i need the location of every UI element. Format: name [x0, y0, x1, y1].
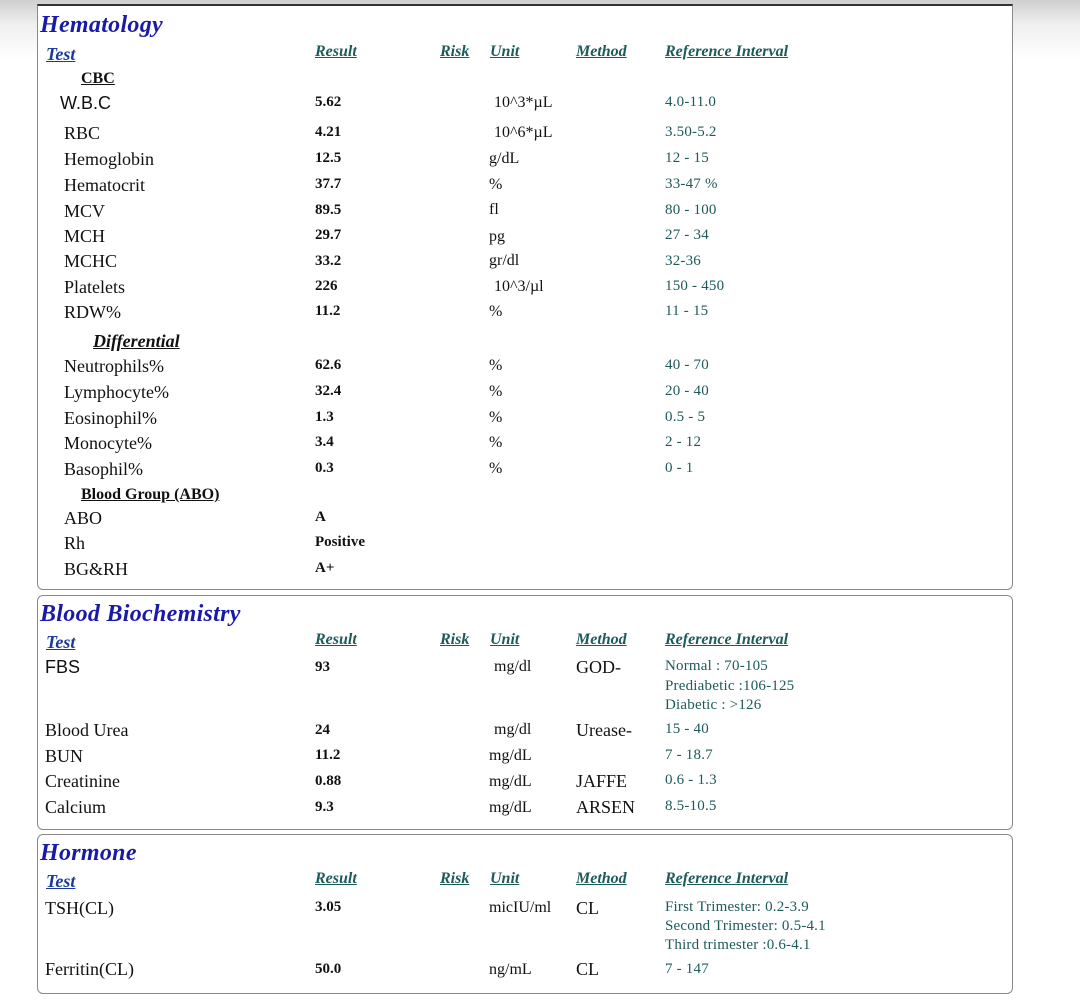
- unit-value: %: [489, 303, 503, 320]
- unit-value: %: [489, 434, 503, 451]
- unit-value: mg/dl: [494, 658, 532, 675]
- reference-value: 20 - 40: [665, 383, 709, 399]
- test-name: Platelets: [64, 277, 125, 297]
- section-title: Blood Biochemistry: [40, 601, 241, 627]
- col-header-result: Result: [315, 631, 357, 648]
- test-name: Blood Urea: [45, 720, 129, 740]
- test-name: ABO: [64, 508, 103, 528]
- subsection-differential: Differential: [93, 331, 180, 351]
- hematology-panel: [37, 4, 1013, 590]
- reference-value: Prediabetic :106-125: [665, 678, 795, 694]
- reference-value: 0.5 - 5: [665, 409, 706, 425]
- section-title: Hematology: [40, 12, 163, 38]
- unit-value: mg/dL: [489, 773, 532, 790]
- unit-value: 10^3/µl: [494, 278, 544, 295]
- unit-value: %: [489, 409, 503, 426]
- col-header-method: Method: [576, 43, 627, 60]
- reference-value: 33-47 %: [665, 176, 718, 192]
- unit-value: ng/mL: [489, 961, 532, 978]
- unit-value: pg: [489, 228, 505, 245]
- unit-value: 10^3*µL: [494, 94, 553, 111]
- result-value: A: [315, 509, 326, 525]
- result-value: 50.0: [315, 961, 342, 977]
- unit-value: micIU/ml: [489, 899, 552, 916]
- hormone-panel: [37, 834, 1013, 994]
- col-header-method: Method: [576, 631, 627, 648]
- method-value: GOD-: [576, 657, 621, 677]
- col-header-reference: Reference Interval: [665, 43, 789, 60]
- test-name: Creatinine: [45, 771, 120, 791]
- result-value: 93: [315, 659, 330, 675]
- result-value: 3.4: [315, 434, 334, 450]
- col-header-unit: Unit: [490, 43, 520, 60]
- method-value: JAFFE: [576, 771, 628, 791]
- test-name: Monocyte%: [64, 433, 152, 453]
- col-header-result: Result: [315, 43, 357, 60]
- result-value: 11.2: [315, 747, 341, 763]
- reference-value: Diabetic : >126: [665, 697, 762, 713]
- unit-value: %: [489, 383, 503, 400]
- col-header-reference: Reference Interval: [665, 870, 789, 887]
- biochemistry-panel: [37, 595, 1013, 830]
- method-value: Urease-: [576, 720, 632, 740]
- test-name: Hematocrit: [64, 175, 145, 195]
- test-name: BUN: [45, 746, 84, 766]
- result-value: A+: [315, 560, 335, 576]
- result-value: 0.88: [315, 773, 342, 789]
- result-value: Positive: [315, 534, 365, 550]
- method-value: CL: [576, 959, 600, 979]
- result-value: 24: [315, 722, 330, 738]
- result-value: 12.5: [315, 150, 342, 166]
- test-name: RDW%: [64, 302, 121, 322]
- unit-value: 10^6*µL: [494, 124, 553, 141]
- reference-value: 0 - 1: [665, 460, 694, 476]
- method-value: ARSEN: [576, 797, 636, 817]
- test-name: Hemoglobin: [64, 149, 154, 169]
- unit-value: %: [489, 176, 503, 193]
- col-header-test: Test: [46, 44, 76, 64]
- unit-value: gr/dl: [489, 252, 520, 269]
- method-value: CL: [576, 898, 600, 918]
- test-name: TSH(CL): [45, 898, 114, 918]
- test-name: Neutrophils%: [64, 356, 164, 376]
- subsection-blood-group: Blood Group (ABO): [81, 486, 220, 503]
- reference-value: 0.6 - 1.3: [665, 772, 717, 788]
- reference-value: First Trimester: 0.2-3.9: [665, 899, 809, 915]
- result-value: 9.3: [315, 799, 334, 815]
- test-name: Eosinophil%: [64, 408, 157, 428]
- reference-value: 7 - 18.7: [665, 747, 713, 763]
- test-name: Lymphocyte%: [64, 382, 169, 402]
- col-header-reference: Reference Interval: [665, 631, 789, 648]
- result-value: 5.62: [315, 94, 342, 110]
- reference-value: 7 - 147: [665, 961, 709, 977]
- test-name: Ferritin(CL): [45, 959, 134, 979]
- unit-value: mg/dL: [489, 747, 532, 764]
- test-name: RBC: [64, 123, 101, 143]
- section-title: Hormone: [40, 840, 137, 866]
- reference-value: 3.50-5.2: [665, 124, 717, 140]
- col-header-test: Test: [46, 871, 76, 891]
- unit-value: mg/dL: [489, 799, 532, 816]
- reference-value: 11 - 15: [665, 303, 709, 319]
- test-name: Basophil%: [64, 459, 143, 479]
- test-name: Rh: [64, 533, 86, 553]
- unit-value: g/dL: [489, 150, 520, 167]
- test-name: Calcium: [45, 797, 106, 817]
- test-name: MCHC: [64, 251, 118, 271]
- subsection-cbc: CBC: [81, 70, 115, 87]
- reference-value: Second Trimester: 0.5-4.1: [665, 918, 826, 934]
- reference-value: 8.5-10.5: [665, 798, 717, 814]
- result-value: 3.05: [315, 899, 342, 915]
- test-name: MCV: [64, 201, 106, 221]
- reference-value: Normal : 70-105: [665, 658, 768, 674]
- reference-value: 80 - 100: [665, 202, 717, 218]
- result-value: 33.2: [315, 253, 342, 269]
- test-name: FBS: [45, 657, 81, 677]
- col-header-unit: Unit: [490, 870, 520, 887]
- unit-value: fl: [489, 201, 499, 218]
- col-header-unit: Unit: [490, 631, 520, 648]
- reference-value: Third trimester :0.6-4.1: [665, 937, 811, 953]
- col-header-risk: Risk: [440, 631, 470, 648]
- test-name: MCH: [64, 226, 106, 246]
- result-value: 89.5: [315, 202, 342, 218]
- result-value: 0.3: [315, 460, 334, 476]
- result-value: 226: [315, 278, 338, 294]
- col-header-risk: Risk: [440, 43, 470, 60]
- col-header-result: Result: [315, 870, 357, 887]
- result-value: 1.3: [315, 409, 334, 425]
- test-name: BG&RH: [64, 559, 129, 579]
- unit-value: %: [489, 357, 503, 374]
- result-value: 37.7: [315, 176, 342, 192]
- col-header-method: Method: [576, 870, 627, 887]
- reference-value: 40 - 70: [665, 357, 709, 373]
- col-header-risk: Risk: [440, 870, 470, 887]
- reference-value: 4.0-11.0: [665, 94, 717, 110]
- reference-value: 12 - 15: [665, 150, 709, 166]
- unit-value: %: [489, 460, 503, 477]
- result-value: 62.6: [315, 357, 342, 373]
- col-header-test: Test: [46, 632, 76, 652]
- test-name: W.B.C: [60, 93, 112, 113]
- reference-value: 2 - 12: [665, 434, 702, 450]
- result-value: 4.21: [315, 124, 342, 140]
- reference-value: 32-36: [665, 253, 701, 269]
- result-value: 11.2: [315, 303, 341, 319]
- reference-value: 150 - 450: [665, 278, 725, 294]
- result-value: 32.4: [315, 383, 342, 399]
- reference-value: 15 - 40: [665, 721, 709, 737]
- unit-value: mg/dl: [494, 721, 532, 738]
- reference-value: 27 - 34: [665, 227, 709, 243]
- result-value: 29.7: [315, 227, 342, 243]
